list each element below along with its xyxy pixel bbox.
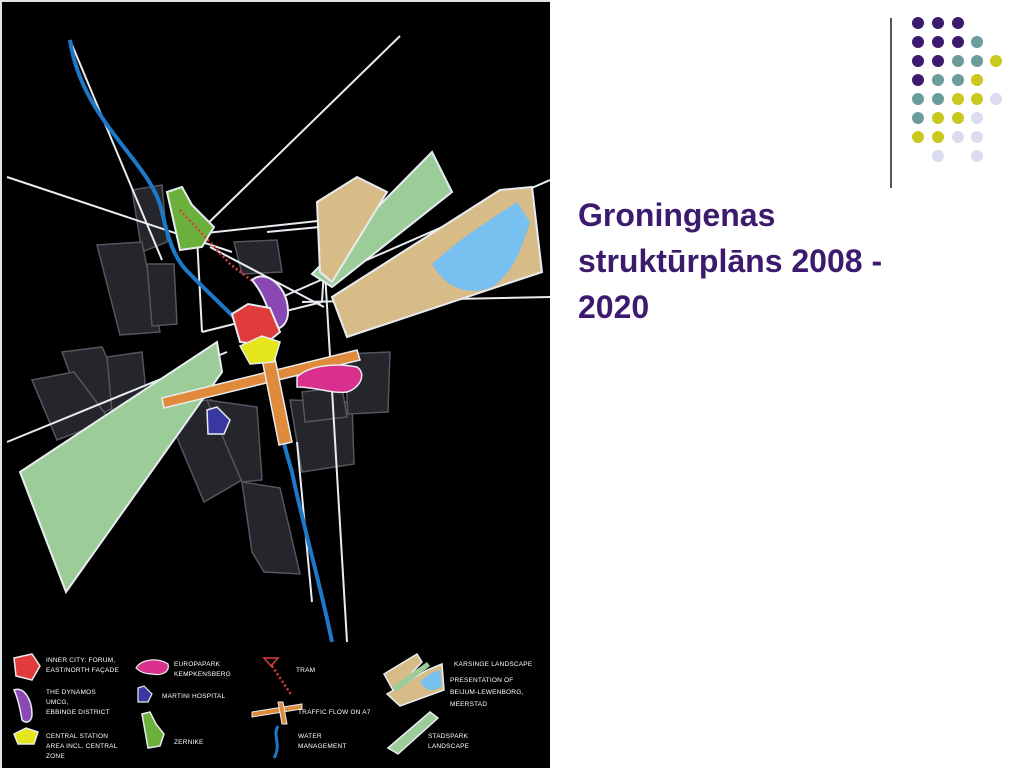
legend-martini: MARTINI HOSPITAL: [162, 693, 226, 700]
legend-water-swatch: [274, 726, 278, 758]
legend-dynamos-line3: EBBINGE DISTRICT: [46, 709, 110, 716]
legend-inner-city-swatch: [14, 654, 40, 680]
legend-karsinge-line2: PRESENTATION OF: [450, 677, 514, 684]
legend-water-line1: WATER: [298, 733, 322, 740]
legend-karsinge-line1: KARSINGE LANDSCAPE: [454, 661, 533, 668]
legend-europapark-swatch: [136, 660, 168, 675]
legend-karsinge-line3: BEIJUM-LEWENBORG,: [450, 689, 524, 696]
decorative-dot-grid: [900, 10, 1020, 170]
legend-central-station-line1: CENTRAL STATION: [46, 733, 109, 740]
slide-title-line1: Groningenas: [578, 197, 776, 233]
legend-tram: TRAM: [296, 667, 316, 674]
legend-europapark-line2: KEMPKENSBERG: [174, 671, 231, 678]
header-divider: [890, 18, 892, 188]
slide-title: [578, 192, 998, 330]
legend-inner-city-line1: INNER CITY: FORUM,: [46, 657, 116, 664]
legend-dynamos-line2: UMCG,: [46, 699, 69, 706]
structure-plan-map: [2, 2, 550, 768]
legend-central-station-line2: AREA INCL. CENTRAL: [46, 743, 118, 750]
legend-zernike: ZERNIKE: [174, 739, 204, 746]
legend-karsinge-line4: MEERSTAD: [450, 701, 488, 708]
legend-central-station-line3: ZONE: [46, 753, 65, 760]
legend-dynamos-swatch: [14, 689, 32, 722]
legend-zernike-swatch: [142, 712, 164, 748]
legend-karsinge-swatch: [384, 654, 444, 706]
legend-stadspark-line1: STADSPARK: [428, 733, 469, 740]
slide-title-line3: 2020: [578, 289, 650, 325]
legend-traffic: TRAFFIC FLOW ON A7: [298, 709, 371, 716]
legend-stadspark-line2: LANDSCAPE: [428, 743, 470, 750]
legend-traffic-swatch: [252, 702, 302, 724]
slide-title-line2: struktūrplāns 2008 -: [578, 243, 883, 279]
legend-europapark-line1: EUROPAPARK: [174, 661, 221, 668]
legend-water-line2: MANAGEMENT: [298, 743, 347, 750]
map-legend: [14, 654, 533, 760]
legend-martini-swatch: [138, 686, 152, 702]
legend-central-station-swatch: [14, 728, 38, 744]
legend-dynamos-line1: THE DYNAMOS: [46, 689, 96, 696]
legend-tram-swatch: [264, 658, 292, 696]
legend-inner-city-line2: EAST/NORTH FAÇADE: [46, 667, 119, 674]
